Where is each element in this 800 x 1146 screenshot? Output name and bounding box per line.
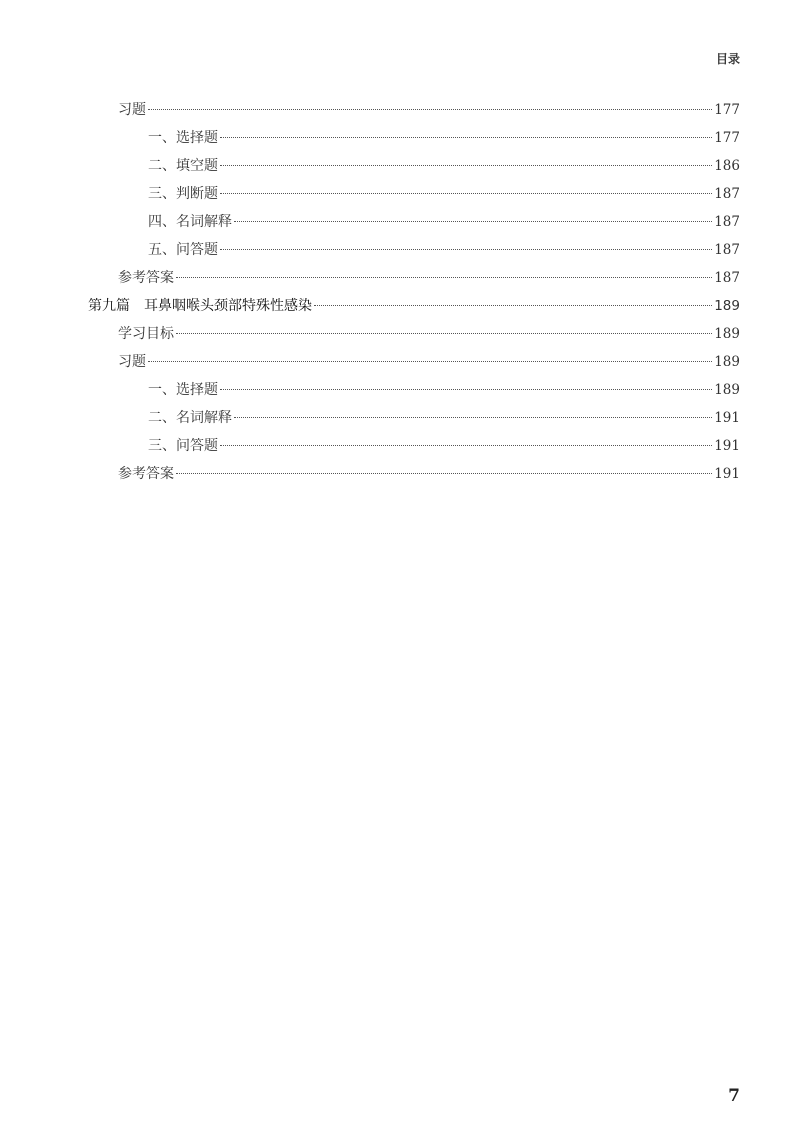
toc-entry — [88, 208, 740, 236]
toc-entry-page: 189 — [714, 298, 740, 314]
toc-entry-label: 第九篇 耳鼻咽喉头颈部特殊性感染 — [88, 298, 312, 314]
dot-leader — [220, 137, 712, 138]
toc-entry-page: 191 — [714, 466, 740, 482]
toc-entry — [88, 320, 740, 348]
toc-entry — [88, 152, 740, 180]
toc-entry — [88, 180, 740, 208]
page-number: 7 — [728, 1086, 740, 1106]
toc-entry-page: 187 — [714, 242, 740, 258]
table-of-contents — [88, 96, 740, 488]
toc-entry-page: 187 — [714, 186, 740, 202]
toc-entry-label: 四、名词解释 — [148, 214, 232, 230]
toc-entry-page: 189 — [714, 354, 740, 370]
dot-leader — [220, 193, 712, 194]
toc-entry — [88, 348, 740, 376]
toc-entry-label: 习题 — [118, 354, 146, 370]
toc-entry-page: 187 — [714, 270, 740, 286]
dot-leader — [314, 305, 712, 306]
dot-leader — [148, 361, 712, 362]
toc-entry — [88, 236, 740, 264]
dot-leader — [176, 277, 712, 278]
toc-entry-label: 一、选择题 — [148, 130, 218, 146]
toc-entry-label: 学习目标 — [118, 326, 174, 342]
toc-entry-page: 187 — [714, 214, 740, 230]
toc-entry — [88, 264, 740, 292]
toc-entry-page: 177 — [714, 130, 740, 146]
toc-entry-label: 习题 — [118, 102, 146, 118]
toc-entry-page: 186 — [714, 158, 740, 174]
dot-leader — [176, 333, 712, 334]
toc-entry-page: 189 — [714, 382, 740, 398]
toc-entry — [88, 96, 740, 124]
dot-leader — [148, 109, 712, 110]
toc-entry — [88, 460, 740, 488]
dot-leader — [176, 473, 712, 474]
dot-leader — [220, 249, 712, 250]
dot-leader — [234, 221, 712, 222]
toc-entry-label: 三、判断题 — [148, 186, 218, 202]
dot-leader — [220, 165, 712, 166]
toc-entry-label: 参考答案 — [118, 270, 174, 286]
toc-entry-label: 参考答案 — [118, 466, 174, 482]
toc-entry-page: 189 — [714, 326, 740, 342]
dot-leader — [220, 445, 712, 446]
toc-entry-page: 191 — [714, 438, 740, 454]
dot-leader — [234, 417, 712, 418]
toc-entry-label: 三、问答题 — [148, 438, 218, 454]
toc-entry-label: 二、名词解释 — [148, 410, 232, 426]
toc-entry — [88, 124, 740, 152]
toc-entry-label: 二、填空题 — [148, 158, 218, 174]
toc-entry-page: 191 — [714, 410, 740, 426]
toc-entry-page: 177 — [714, 102, 740, 118]
running-head: 目录 — [715, 52, 740, 66]
toc-entry — [88, 376, 740, 404]
dot-leader — [220, 389, 712, 390]
toc-entry — [88, 404, 740, 432]
toc-entry — [88, 292, 740, 320]
toc-entry-label: 五、问答题 — [148, 242, 218, 258]
toc-entry — [88, 432, 740, 460]
toc-entry-label: 一、选择题 — [148, 382, 218, 398]
